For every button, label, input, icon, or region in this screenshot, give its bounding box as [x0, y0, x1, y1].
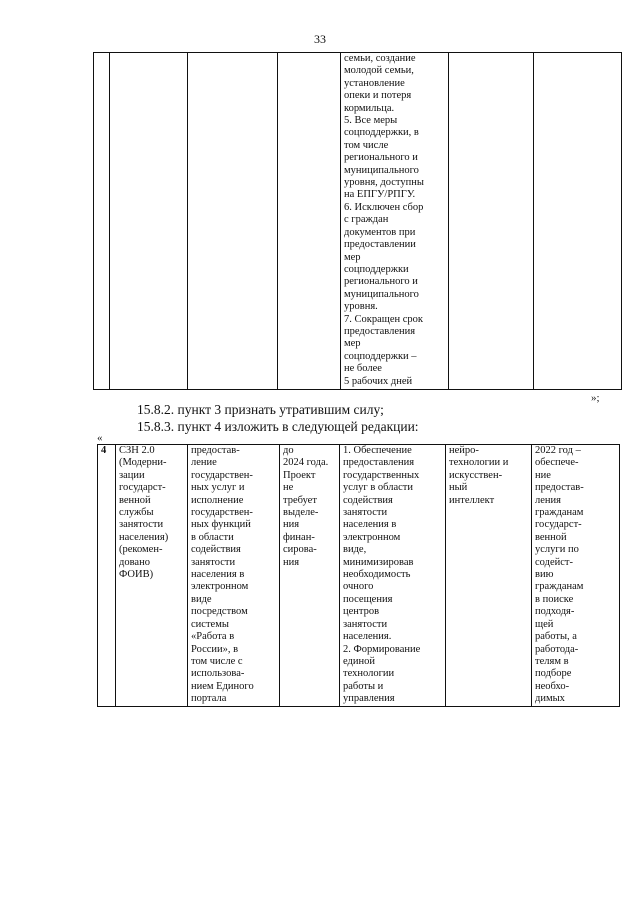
- paragraph-15-8-3: 15.8.3. пункт 4 изложить в следующей редакции:: [137, 419, 419, 434]
- table1-cell-7: [534, 53, 622, 390]
- page-number: 33: [314, 32, 326, 46]
- project-table: [97, 444, 620, 707]
- project-deadline: до 2024 года. Проект не требует выделе- ния финан- сирова- ния: [280, 445, 340, 707]
- table1-cell-4: [278, 53, 341, 390]
- table1-cell-results: семьи, создание молодой семьи, установление опеки и потеря кормильца. 5. Все меры соцподдержки, в том числе регионального и муниципального уровня, доступны на ЕПГУ/РПГУ. 6. Исключен сбор с граждан документов при предоставлении мер соцподдержки регионального и муниципального уровня. 7. Сокращен срок предоставления мер соцподдержки – не более 5 рабочих дней: [341, 53, 449, 390]
- project-results: 1. Обеспечение предоставления государственных услуг в области содействия занятости населения в электронном виде, минимизировав необходимость очного посещения центров занятости населения. 2. Формирование единой технологии работы и управления: [340, 445, 446, 707]
- table1-cell-2: [110, 53, 188, 390]
- project-name: СЗН 2.0 (Модерни- зации государст- венной службы занятости населения) (рекомен- довано ФОИВ): [116, 445, 188, 707]
- opening-quote: «: [97, 432, 103, 444]
- project-description: предостав- ление государствен- ных услуг и исполнение государствен- ных функций в области содействия занятости населения в электронном виде посредством системы «Работа в России», в том числе с использова- нием Единого портала: [188, 445, 280, 707]
- continued-table: [93, 52, 622, 390]
- project-milestones: 2022 год – обеспече- ние предостав- ления гражданам государст- венной услуги по содейст- вию гражданам в поиске подходя- щей работы, а работода- телям в подборе необхо- димых: [532, 445, 620, 707]
- row-number: 4: [98, 445, 116, 707]
- paragraph-15-8-2: 15.8.2. пункт 3 признать утратившим силу;: [137, 402, 384, 417]
- table1-cell-3: [188, 53, 278, 390]
- project-technologies: нейро- технологии и искусствен- ный интеллект: [446, 445, 532, 707]
- table1-cell-1: [94, 53, 110, 390]
- closing-quote: »;: [591, 392, 600, 404]
- table1-cell-6: [449, 53, 534, 390]
